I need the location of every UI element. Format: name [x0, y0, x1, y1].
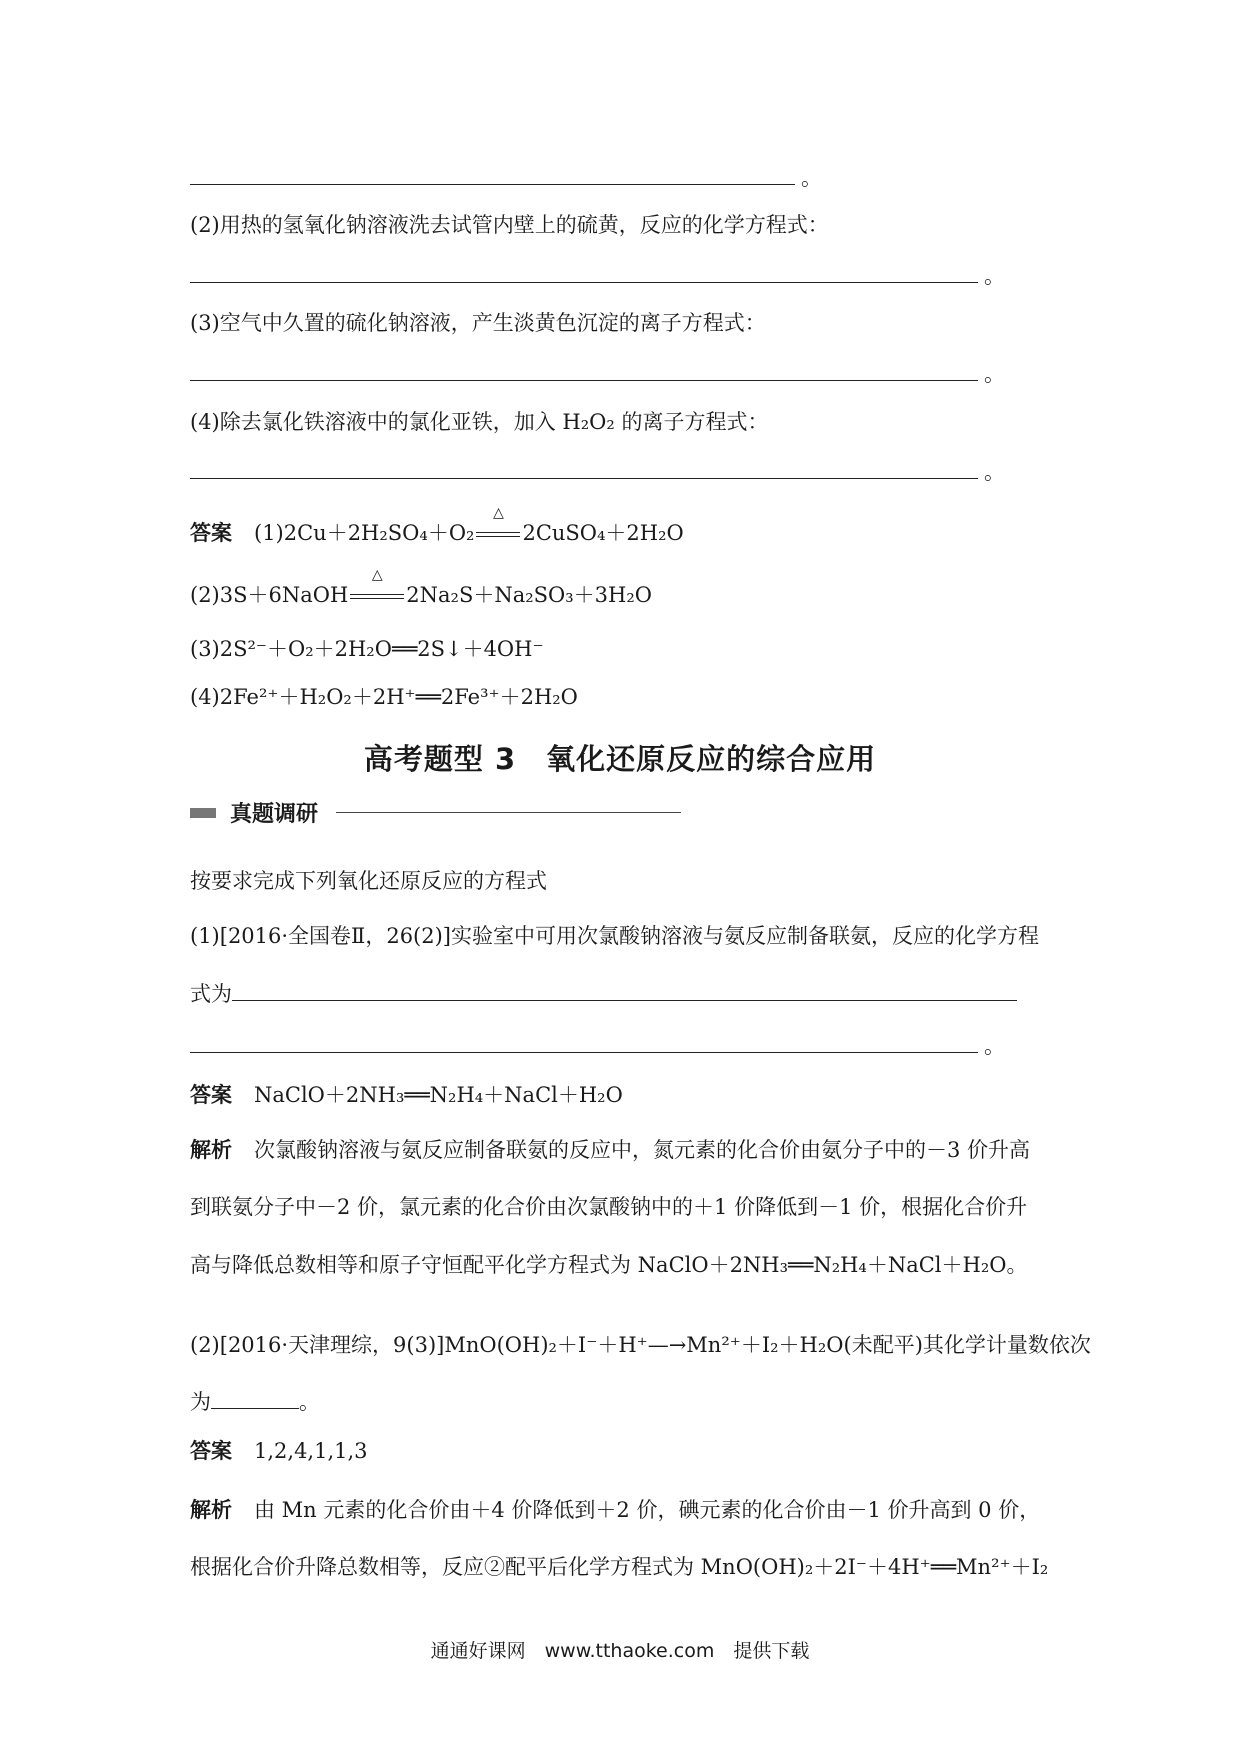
analysis-label: 解析	[190, 1138, 232, 1162]
answer-1	[190, 505, 684, 548]
analysis-label: 解析	[190, 1498, 232, 1522]
problem-2-line-1: (2)[2016·天津理综，9(3)]MnO(OH)₂＋I⁻＋H⁺—→Mn²⁺＋I₂＋H₂O(未配平)其化学计量数依次	[190, 1333, 1091, 1357]
divider	[336, 812, 681, 813]
answer-blank-4	[190, 456, 1005, 487]
problem-2-analysis-2: 根据化合价升降总数相等，反应②配平后化学方程式为 MnO(OH)₂＋2I⁻＋4H⁺══Mn²⁺＋I₂	[190, 1555, 1049, 1579]
subsection-header	[190, 797, 681, 828]
period: 。	[984, 460, 1005, 484]
answer-label: 答案	[190, 521, 232, 545]
intro-text: 按要求完成下列氧化还原反应的方程式	[190, 869, 547, 893]
heat-symbol: △	[493, 505, 504, 521]
answer-4: (4)2Fe²⁺＋H₂O₂＋2H⁺══2Fe³⁺＋2H₂O	[190, 685, 578, 709]
analysis-text: 由 Mn 元素的化合价由＋4 价降低到＋2 价，碘元素的化合价由－1 价升高到 0 价，	[254, 1498, 1041, 1522]
problem-1-answer	[190, 1080, 623, 1110]
equation-left: (1)2Cu＋2H₂SO₄＋O₂	[254, 521, 475, 545]
problem-2-analysis-1	[190, 1495, 1040, 1525]
answer-text: 1,2,4,1,1,3	[254, 1439, 368, 1463]
heat-symbol: △	[371, 567, 383, 583]
equation-left: (2)3S＋6NaOH	[190, 583, 349, 607]
question-4-prompt: (4)除去氯化铁溶液中的氯化亚铁，加入 H₂O₂ 的离子方程式：	[190, 410, 769, 434]
problem-1-line-1: (1)[2016·全国卷Ⅱ，26(2)]实验室中可用次氯酸钠溶液与氨反应制备联氨，反应的化学方程	[190, 924, 1039, 948]
analysis-text: 次氯酸钠溶液与氨反应制备联氨的反应中，氮元素的化合价由氨分子中的－3 价升高	[254, 1138, 1031, 1162]
period: 。	[299, 1390, 320, 1414]
page-footer: 通通好课网 www.tthaoke.com 提供下载	[430, 1640, 810, 1662]
heat-equals-sign	[348, 567, 406, 610]
period: 。	[984, 362, 1005, 386]
answer-2	[190, 567, 652, 610]
blank-line	[232, 978, 1017, 1001]
problem-1-line-2	[190, 978, 1017, 1009]
answer-blank-5	[190, 1030, 1005, 1061]
subsection-title: 真题调研	[230, 802, 319, 827]
problem-1-analysis-3: 高与降低总数相等和原子守恒配平化学方程式为 NaClO＋2NH₃══N₂H₄＋NaCl＋H₂O。	[190, 1253, 1028, 1277]
blank-line	[211, 1386, 299, 1409]
blank-line	[190, 260, 978, 283]
period: 。	[984, 1034, 1005, 1058]
heat-equals-sign	[474, 505, 522, 548]
problem-2-answer	[190, 1436, 368, 1466]
blank-line	[190, 1030, 978, 1053]
equation-right: 2CuSO₄＋2H₂O	[522, 521, 684, 545]
answer-3: (3)2S²⁻＋O₂＋2H₂O══2S↓＋4OH⁻	[190, 637, 544, 661]
answer-label: 答案	[190, 1439, 232, 1463]
prompt-text: 式为	[190, 982, 232, 1006]
section-bar-icon	[190, 808, 216, 818]
problem-2-line-2	[190, 1386, 320, 1417]
answer-blank-3	[190, 358, 1005, 389]
period: 。	[984, 264, 1005, 288]
answer-text: NaClO＋2NH₃══N₂H₄＋NaCl＋H₂O	[254, 1083, 623, 1107]
blank-line	[190, 358, 978, 381]
blank-line	[190, 456, 978, 479]
question-3-prompt: (3)空气中久置的硫化钠溶液，产生淡黄色沉淀的离子方程式：	[190, 311, 766, 335]
answer-blank-2	[190, 260, 1005, 291]
section-heading: 高考题型 3 氧化还原反应的综合应用	[363, 742, 877, 776]
problem-1-analysis-2: 到联氨分子中－2 价，氯元素的化合价由次氯酸钠中的＋1 价降低到－1 价，根据化合价升	[190, 1195, 1028, 1219]
equation-right: 2Na₂S＋Na₂SO₃＋3H₂O	[406, 583, 652, 607]
question-2-prompt: (2)用热的氢氧化钠溶液洗去试管内壁上的硫黄，反应的化学方程式：	[190, 213, 829, 237]
answer-blank-1	[190, 162, 822, 193]
period: 。	[801, 166, 822, 190]
prompt-text: 为	[190, 1390, 211, 1414]
problem-1-analysis-1	[190, 1135, 1030, 1165]
blank-line	[190, 162, 795, 185]
answer-label: 答案	[190, 1083, 232, 1107]
